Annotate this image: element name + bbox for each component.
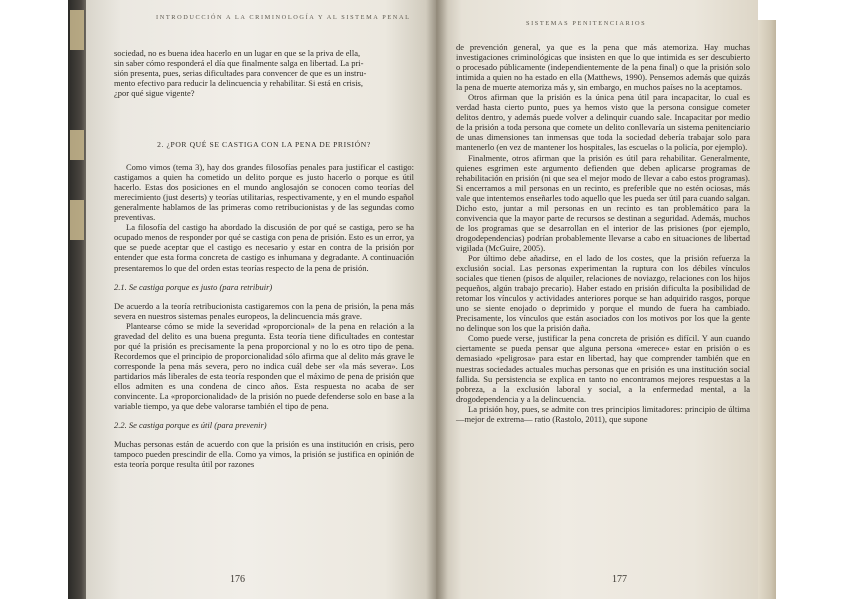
paragraph: La prisión hoy, pues, se admite con tres principios limitadores: principio de última —mejor de extrema— ratio (Rastolo, 2011), que supone	[456, 403, 750, 424]
text-line: sin saber cómo responderá el día que finalmente salga en libertad. La pri-	[114, 58, 364, 69]
section-body	[114, 128, 414, 469]
subsection-title: 2.1. Se castiga porque es justo (para retribuir)	[114, 281, 273, 292]
spine-tab	[70, 200, 84, 240]
page-body	[456, 42, 750, 424]
paragraph: Finalmente, otros afirman que la prisión es útil para rehabilitar. Generalmente, quienes esgrimen este argumento defienden que deben aplicarse programas de rehabilitación en prisión (ni que sea el mejor modo de llevar a cabo estos programas). Si encerramos a mil personas en un recinto, es preferible que no estén ociosas, más vale que intentemos enseñarles todo aquello que les pueda ser útil para cuando salgan. Dicho esto, juntar a mil personas en un recinto es tan problemático para la convivencia que la mayor parte de recursos se destinan a seguridad. Además, muchos de los programas que se desarrollan en el interior de las prisiones (por ejemplo, drogodependencias) podrían probablemente llevarse a cabo en situaciones de libertad vigilada (McGuire, 2005).	[456, 152, 750, 253]
running-head: SISTEMAS PENITENCIARIOS	[526, 20, 647, 27]
paragraph: de prevención general, ya que es la pena que más atemoriza. Hay muchas investigaciones criminológicas que insisten en que lo que intimida es ser descubierto o procesado públicamente (independientemente de la pena final) o que la prisión solo intimida a quien no ha estado en ella (Matthews, 1990). Pensemos además que quizás la pena de muerte atemoriza más y, sin embargo, en muchos países no la aceptamos.	[456, 42, 750, 93]
paragraph: Muchas personas están de acuerdo con que la prisión es una institución en crisis, pero tampoco pueden prescindir de ella. Como ya vimos, la prisión se justifica en opinión de esta teoría porque resulta útil por razones	[114, 439, 414, 470]
paragraph: Como vimos (tema 3), hay dos grandes filosofías penales para justificar el castigo: castigamos a quien ha cometido un delito porque es justo hacerlo o porque es útil hacerlo. Estas dos posiciones en el mundo anglosajón se conocen como teorías del merecimiento (just deserts) y teorías utilitarias, respectivamente, y en el mundo español generalmente hablamos de las primeras como retribucionistas y de las segundas como preventivas.	[114, 162, 414, 223]
paragraph: De acuerdo a la teoría retribucionista castigaremos con la pena de prisión, la pena más severa en nuestros sistemas penales europeos, la delincuencia más grave.	[114, 300, 414, 321]
text-line: sociedad, no es buena idea hacerlo en un lugar en que se la priva de ella,	[114, 48, 361, 58]
spine-tab	[70, 130, 84, 160]
text-line: mento efectivo para reducir la delincuencia y rehabilitar. Si está en crisis,	[114, 78, 363, 89]
left-page	[86, 0, 438, 599]
opening-lines	[114, 48, 414, 98]
page-number: 176	[230, 574, 245, 585]
page-number: 177	[612, 574, 627, 585]
section-title: 2. ¿POR QUÉ SE CASTIGA CON LA PENA DE PRISIÓN?	[157, 140, 371, 149]
background-right	[776, 0, 848, 599]
right-page	[436, 0, 758, 599]
running-head: INTRODUCCIÓN A LA CRIMINOLOGÍA Y AL SISTEMA PENAL	[156, 14, 411, 21]
paragraph: Como puede verse, justificar la pena concreta de prisión es difícil. Y aun cuando ciertamente se pueda pensar que alguna persona «merece» estar en prisión o es demasiado «peligrosa» para estar en libertad, hay que comprender también que en nuestras sociedades actuales muchas personas que en prisión es una institución social fallida. Su persistencia se explica en tanto no encontramos mejores respuestas a la pobreza, a la exclusión laboral y social, a la enfermedad mental, a la drogodependencia y a la delincuencia.	[456, 333, 750, 404]
paragraph: Otros afirman que la prisión es la única pena útil para incapacitar, lo cual es verdad hasta cierto punto, pues ya hemos visto que la persona consigue cometer delitos dentro, y además puede volver a delinquir cuando sale. Incapacitar por medio de la prisión a toda persona que comete un delito conllevaría un sistema penitenciario de unas dimensiones tan inmensas que toda la sociedad debería trabajar solo para mantenerlo (en vez de mantener los hospitales, las escuelas o la policía, por ejemplo).	[456, 92, 750, 153]
text-line: sión presenta, pues, serias dificultades para convencer de que es un instru-	[114, 68, 367, 79]
subsection-title: 2.2. Se castiga porque es útil (para prevenir)	[114, 420, 267, 431]
spine-tab	[70, 10, 84, 50]
paragraph: La filosofía del castigo ha abordado la discusión de por qué se castiga, pero se ha ocupado menos de responder por qué se castiga con pena de prisión. Esto es un error, ya que se puede aceptar que el castigo es necesario y estar en contra de la prisión por entender que esta forma concreta de castigo es inhumana y degradante. A continuación presentaremos lo que del orden estas teorías respecto de la pena de prisión.	[114, 222, 414, 273]
paragraph: Por último debe añadirse, en el lado de los costes, que la prisión refuerza la exclusión social. Las personas experimentan la ruptura con los débiles vínculos sociales que tienen (pisos de alquiler, relaciones de noviazgo, relaciones con los hijos pequeños, algún trabajo precario). Haber estado en prisión dificulta la posibilidad de retomar los vínculos y actividades anteriores porque se han adquirido rasgos, porque uno se siente enojado o deprimido y porque el mundo de fuera ha cambiado. Precisamente, los vínculos que están asociados con los motivos por los que la gente no delinque son los que la prisión daña.	[456, 252, 750, 334]
book-gutter-shadow	[426, 0, 448, 599]
text-line: ¿por qué sigue vigente?	[114, 88, 195, 99]
paragraph: Plantearse cómo se mide la severidad «proporcional» de la pena en relación a la gravedad del delito es una buena pregunta. Esta teoría tiene dificultades en contestar por qué la prisión es precisamente la pena proporcional y no lo es otro tipo de pena. Recordemos que el principio de proporcionalidad sólo afirma que al delito más grave le corresponde la pena más severa, pero no indica cuál debe ser «la más severa». Los partidarios más liberales de esta teoría responden que el máximo de pena de prisión que ellos admiten es una condena de cinco años. Esta respuesta no acaba de ser convincente. La «proporcionalidad» de la prisión no puede defenderse solo en base a la variable tiempo, ya que debe valorarse también el tipo de pena.	[114, 320, 414, 412]
